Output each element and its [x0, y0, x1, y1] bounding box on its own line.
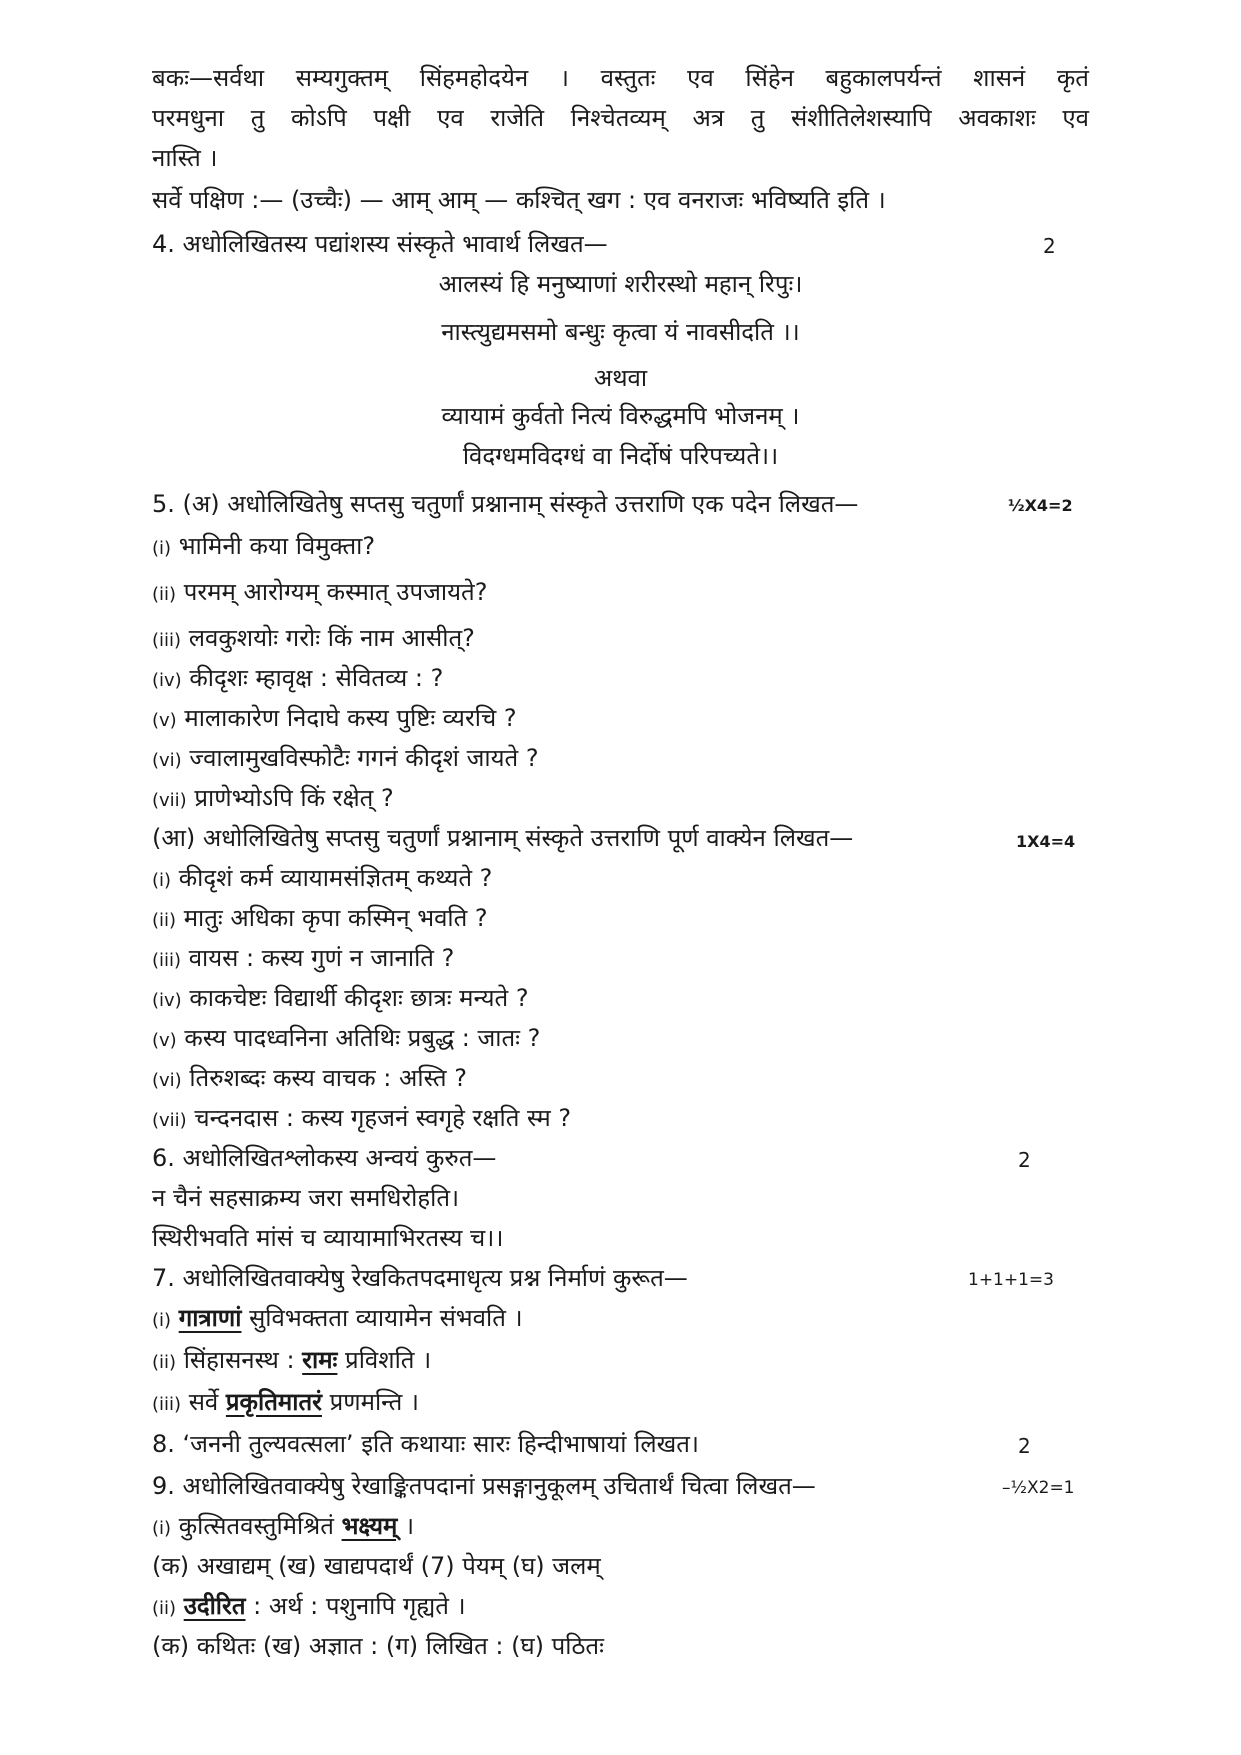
q7-marks: 1+1+1=3	[968, 1270, 1054, 1290]
q6-line-1: न चैनं सहसाक्रम्य जरा समधिरोहति।	[152, 1184, 460, 1212]
q5b-item: (iv) काकचेष्टः विद्यार्थी कीदृशः छात्रः मन्यते ?	[152, 984, 529, 1012]
q5a-item: (iii) लवकुशयोः गरोः किं नाम आसीत्?	[152, 624, 475, 652]
q5b-item: (i) कीदृशं कर्म व्यायामसंज्ञितम् कथ्यते ?	[152, 864, 493, 892]
q7-item: (i) गात्राणां सुविभक्तता व्यायामेन संभवति ।	[152, 1304, 523, 1332]
q9-marks: –½X2=1	[1002, 1478, 1075, 1498]
q5a-item: (ii) परमम् आरोग्यम् कस्मात् उपजायते?	[152, 578, 488, 606]
q4-verse-3: व्यायामं कुर्वतो नित्यं विरुद्धमपि भोजनम् ।	[441, 402, 800, 430]
q4-verse-4: विदग्धमविदग्धं वा निर्दोषं परिपच्यते।।	[462, 442, 779, 470]
intro-line-1: बकः—सर्वथा सम्यगुक्तम् सिंहमहोदयेन । वस्तुतः एव सिंहेन बहुकालपर्यन्तं शासनं कृतं	[152, 64, 1089, 92]
q7-text: 7. अधोलिखितवाक्येषु रेखकितपदमाधृत्य प्रश्न निर्माणं कुरूत—	[152, 1264, 688, 1292]
q5a-text: 5. (अ) अधोलिखितेषु सप्तसु चतुर्णां प्रश्नानाम् संस्कृते उत्तराणि एक पदेन लिखत—	[152, 490, 859, 518]
underlined-term: रामः	[302, 1346, 338, 1374]
underlined-term: भक्ष्यम्	[341, 1512, 398, 1540]
intro-line-4: सर्वे पक्षिण :— (उच्चैः) — आम् आम् — कश्चित् खग : एव वनराजः भविष्यति इति ।	[152, 186, 886, 214]
q4-verse-1: आलस्यं हि मनुष्याणां शरीरस्थो महान् रिपुः।	[438, 270, 803, 298]
q5a-item: (v) मालाकारेण निदाघे कस्य पुष्टिः व्यरचि ?	[152, 704, 517, 732]
q6-text: 6. अधोलिखितश्लोकस्य अन्वयं कुरुत—	[152, 1144, 497, 1172]
q4-marks: 2	[1043, 234, 1056, 258]
q5b-item: (v) कस्य पादध्वनिना अतिथिः प्रबुद्ध : जातः ?	[152, 1024, 541, 1052]
q5b-item: (ii) मातुः अधिका कृपा कस्मिन् भवति ?	[152, 904, 488, 932]
q5b-marks: 1X4=4	[1016, 832, 1076, 851]
q4-verse-2: नास्त्युद्यमसमो बन्धुः कृत्वा यं नावसीदति ।।	[441, 318, 800, 346]
q9-options-i: (क) अखाद्यम् (ख) खाद्यपदार्थं (7) पेयम् (घ) जलम्	[152, 1552, 601, 1580]
q5a-item: (i) भामिनी कया विमुक्ता?	[152, 532, 376, 560]
q5b-item: (vii) चन्दनदास : कस्य गृहजनं स्वगृहे रक्षति स्म ?	[152, 1104, 572, 1132]
intro-line-2: परमधुना तु कोऽपि पक्षी एव राजेति निश्चेतव्यम् अत्र तु संशीतिलेशस्यापि अवकाशः एव	[152, 104, 1089, 132]
q7-item: (iii) सर्वे प्रकृतिमातरं प्रणमन्ति ।	[152, 1388, 419, 1416]
q5a-item: (vii) प्राणेभ्योऽपि किं रक्षेत् ?	[152, 784, 394, 812]
q6-line-2: स्थिरीभवति मांसं च व्यायामाभिरतस्य च।।	[152, 1224, 504, 1252]
q9-text: 9. अधोलिखितवाक्येषु रेखाङ्कितपदानां प्रसङ्गानुकूलम् उचितार्थं चित्वा लिखत—	[152, 1472, 816, 1500]
q9-item-i: (i) कुत्सितवस्तुमिश्रितं भक्ष्यम् ।	[152, 1512, 415, 1540]
q5a-item: (iv) कीदृशः म्हावृक्ष : सेवितव्य : ?	[152, 664, 444, 692]
underlined-term: प्रकृतिमातरं	[225, 1388, 322, 1416]
q9-item-ii: (ii) उदीरित : अर्थ : पशुनापि गृह्यते ।	[152, 1592, 466, 1620]
q9-options-ii: (क) कथितः (ख) अज्ञात : (ग) लिखित : (घ) पठितः	[152, 1632, 604, 1660]
q7-item: (ii) सिंहासनस्थ : रामः प्रविशति ।	[152, 1346, 432, 1374]
q4-or: अथवा	[593, 364, 648, 392]
underlined-term: गात्राणां	[178, 1304, 242, 1332]
intro-line-3: नास्ति ।	[152, 144, 218, 172]
q5a-marks: ½X4=2	[1008, 496, 1073, 515]
underlined-term: उदीरित	[183, 1592, 246, 1620]
q8-text: 8. ‘जननी तुल्यवत्सला’ इति कथायाः सारः हिन्दीभाषायां लिखत।	[152, 1430, 700, 1458]
q6-marks: 2	[1018, 1148, 1031, 1172]
q4-text: 4. अधोलिखितस्य पद्यांशस्य संस्कृते भावार्थ लिखत—	[152, 230, 608, 258]
q5a-item: (vi) ज्वालामुखविस्फोटैः गगनं कीदृशं जायते ?	[152, 744, 539, 772]
q5b-item: (vi) तिरुशब्दः कस्य वाचक : अस्ति ?	[152, 1064, 467, 1092]
q5b-text: (आ) अधोलिखितेषु सप्तसु चतुर्णां प्रश्नानाम् संस्कृते उत्तराणि पूर्ण वाक्येन लिखत—	[152, 824, 854, 852]
q5b-item: (iii) वायस : कस्य गुणं न जानाति ?	[152, 944, 455, 972]
q8-marks: 2	[1018, 1434, 1031, 1458]
